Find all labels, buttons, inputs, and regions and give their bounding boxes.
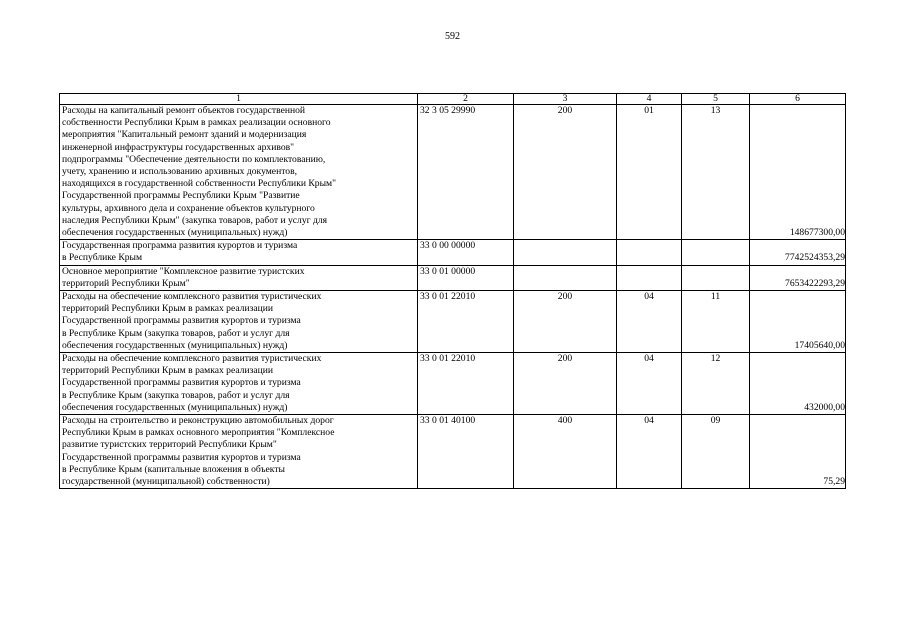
description-line: Расходы на строительство и реконструкцию автомобильных дорог [62,415,334,427]
description-line: учету, хранению и использованию архивных документов, [62,166,297,178]
page-number: 592 [445,31,460,42]
description-line: Государственной программы развития курортов и туризма [62,451,301,463]
expense-type-code: 200 [514,353,617,415]
table-row [60,415,846,489]
row-description [60,415,418,489]
description-line: наследия Республики Крым" (закупка товаров, работ и услуг для [62,214,328,226]
description-line: в Республике Крым (закупка товаров, работ и услуг для [62,327,290,339]
section-code [617,265,682,290]
section-code: 04 [617,353,682,415]
description-line: инженерной инфраструктуры государственных архивов" [62,141,295,153]
description-line: обеспечения государственных (муниципальных) нужд) [62,339,288,351]
header-cell-2: 2 [418,94,514,105]
table-row [60,353,846,415]
description-line: собственности Республики Крым в рамках реализации основного [62,117,331,129]
header-cell-1: 1 [60,94,418,105]
section-code [617,240,682,265]
description-line: подпрограммы "Обеспечение деятельности по комплектованию, [62,153,326,165]
description-line: обеспечения государственных (муниципальных) нужд) [62,401,288,413]
description-line: Основное мероприятие "Комплексное развитие туристских [62,265,305,277]
description-line: обеспечения государственных (муниципальных) нужд) [62,227,288,239]
description-line: государственной (муниципальной) собственности) [62,476,270,488]
header-row [60,94,846,105]
expense-type-code: 200 [514,105,617,240]
header-cell-6: 6 [750,94,846,105]
description-line: в Республике Крым (закупка товаров, работ и услуг для [62,389,290,401]
description-line: культуры, архивного дела и сохранение объектов культурного [62,202,315,214]
target-article-code: 33 0 00 00000 [418,240,514,265]
description-line: территорий Республики Крым в рамках реализации [62,303,274,315]
description-line: в Республике Крым [62,252,143,264]
target-article-code: 33 0 01 40100 [418,415,514,489]
description-line: территорий Республики Крым" [62,277,190,289]
description-line: Государственная программа развития курортов и туризма [62,240,298,252]
description-line: Республики Крым в рамках основного мероприятия "Комплексное [62,427,335,439]
table-row [60,291,846,353]
table-row [60,240,846,265]
expense-type-code [514,240,617,265]
description-line: Расходы на обеспечение комплексного развития туристических [62,291,322,303]
subsection-code: 13 [682,105,750,240]
subsection-code [682,240,750,265]
description-line: Расходы на капитальный ремонт объектов государственной [62,105,306,116]
subsection-code: 12 [682,353,750,415]
amount-value: 7653422293,29 [750,265,846,290]
subsection-code: 11 [682,291,750,353]
subsection-code: 09 [682,415,750,489]
expense-type-code: 400 [514,415,617,489]
table-row [60,265,846,290]
row-description [60,291,418,353]
row-description [60,240,418,265]
section-code: 04 [617,415,682,489]
subsection-code [682,265,750,290]
expense-type-code: 200 [514,291,617,353]
target-article-code: 33 0 01 22010 [418,353,514,415]
description-line: в Республике Крым (капитальные вложения в объекты [62,463,285,475]
amount-value: 148677300,00 [750,105,846,240]
section-code: 01 [617,105,682,240]
row-description [60,353,418,415]
header-cell-4: 4 [617,94,682,105]
description-line: Государственной программы развития курортов и туризма [62,377,301,389]
row-description [60,265,418,290]
amount-value: 17405640,00 [750,291,846,353]
description-line: территорий Республики Крым в рамках реализации [62,365,274,377]
header-cell-5: 5 [682,94,750,105]
description-line: развитие туристских территорий Республики Крым" [62,439,277,451]
amount-value: 7742524353,29 [750,240,846,265]
description-line: Государственной программы развития курортов и туризма [62,315,301,327]
target-article-code: 33 0 01 00000 [418,265,514,290]
description-line: находящихся в государственной собственности Республики Крым" [62,178,337,190]
amount-value: 75,29 [750,415,846,489]
table-row [60,105,846,240]
section-code: 04 [617,291,682,353]
header-cell-3: 3 [514,94,617,105]
description-line: Расходы на обеспечение комплексного развития туристических [62,353,322,365]
amount-value: 432000,00 [750,353,846,415]
target-article-code: 33 0 01 22010 [418,291,514,353]
description-line: Государственной программы Республики Крым "Развитие [62,190,300,202]
expense-type-code [514,265,617,290]
budget-table [59,93,846,489]
description-line: мероприятия "Капитальный ремонт зданий и модернизация [62,129,307,141]
target-article-code: 32 3 05 29990 [418,105,514,240]
row-description [60,105,418,240]
